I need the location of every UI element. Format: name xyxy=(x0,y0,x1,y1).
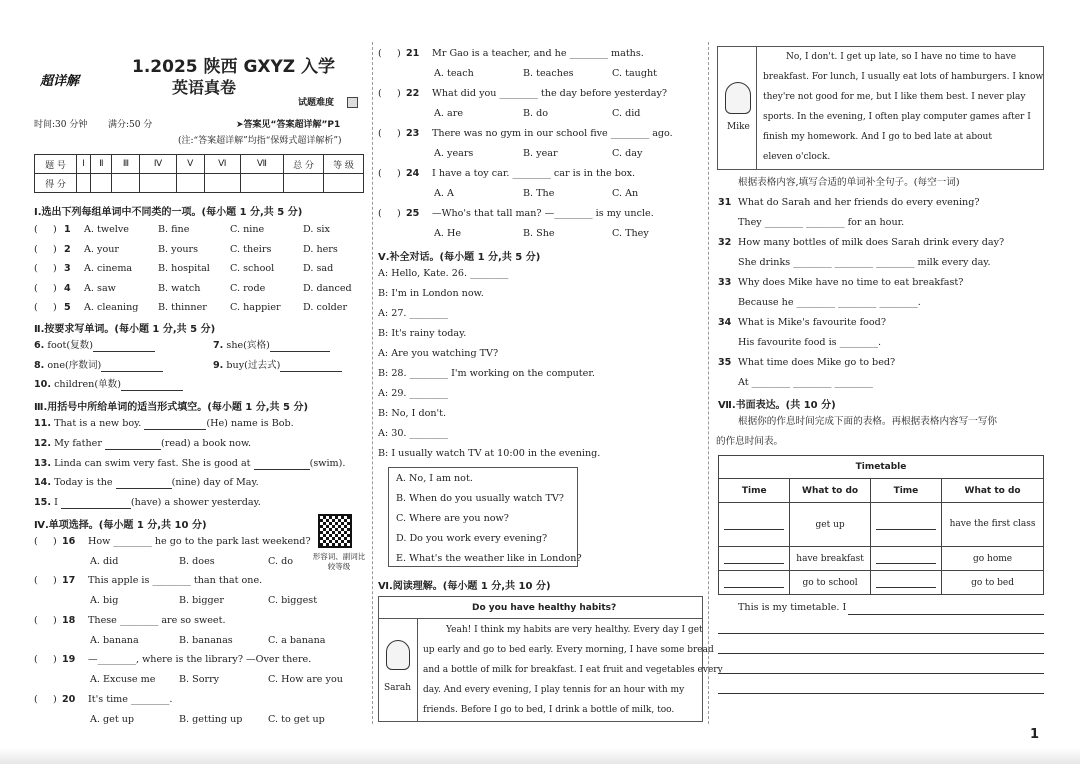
time-blank[interactable] xyxy=(870,503,941,547)
section-3-title: Ⅲ.用括号中所给单词的适当形式填空。(每小题 1 分,共 5 分) xyxy=(34,402,309,413)
page-title: 1.2025 陕西 GXYZ 入学 xyxy=(132,57,336,77)
q8: 8. one(序数词) xyxy=(34,360,163,372)
answer-blank[interactable] xyxy=(101,362,163,372)
option-a[interactable]: A. teach xyxy=(434,68,474,79)
writing-start: This is my timetable. I xyxy=(738,602,847,613)
choice-bracket[interactable]: ( ) xyxy=(378,88,401,99)
passage-line: sports. In the evening, I often play computer games after I xyxy=(763,112,1031,122)
passage-line: friends. Before I go to bed, I drink a bottle of milk, too. xyxy=(423,705,675,715)
answer-line[interactable]: Because he ________ ________ ________. xyxy=(738,297,921,308)
dialogue-option: D. Do you work every evening? xyxy=(396,533,548,544)
question-number: 35 xyxy=(718,357,732,368)
option-b[interactable]: B. do xyxy=(523,108,549,119)
reading-instruction: 根据表格内容,填写合适的单词补全句子。(每空一词) xyxy=(738,177,960,188)
question-number: 18 xyxy=(62,614,76,626)
time-blank[interactable] xyxy=(719,547,790,571)
option-c[interactable]: C. An xyxy=(612,188,639,199)
passage-line: day. And every evening, I play tennis for an hour with my xyxy=(423,685,685,695)
divider xyxy=(708,42,709,724)
score-cell[interactable] xyxy=(284,174,324,193)
option-c: C. rode xyxy=(230,282,266,294)
question-number: 5 xyxy=(64,302,71,314)
time-label: 时间:30 分钟 xyxy=(34,120,88,130)
score-cell[interactable] xyxy=(240,174,283,193)
q12: 12. My father (read) a book now. xyxy=(34,438,252,449)
divider xyxy=(372,42,373,724)
answer-blank[interactable] xyxy=(144,420,206,430)
choice-bracket[interactable]: ( ) xyxy=(34,693,57,705)
option-b: B. fine xyxy=(158,224,190,235)
score-table xyxy=(34,154,364,193)
score-head: 题 号 xyxy=(35,155,77,174)
page-bottom-shadow xyxy=(0,748,1080,764)
score-head: Ⅴ xyxy=(176,155,204,174)
option-b[interactable]: B. She xyxy=(523,228,555,239)
question-number: 23 xyxy=(406,128,420,139)
choice-bracket[interactable]: ( ) xyxy=(34,282,57,294)
option-a: A. cleaning xyxy=(84,302,139,314)
time-blank[interactable] xyxy=(870,571,941,595)
option-b: B. thinner xyxy=(158,302,207,314)
question-text: Mr Gao is a teacher, and he ________ maths. xyxy=(432,48,644,59)
option-c[interactable]: C. day xyxy=(612,148,643,159)
question-number: 17 xyxy=(62,575,76,587)
answer-line[interactable]: They ________ ________ for an hour. xyxy=(738,217,905,228)
answer-blank[interactable] xyxy=(105,440,161,450)
option-c[interactable]: C. taught xyxy=(612,68,658,79)
option-d: D. six xyxy=(303,224,330,235)
activity-cell: get up xyxy=(790,503,870,547)
section-4-title: Ⅳ.单项选择。(每小题 1 分,共 10 分) xyxy=(34,520,207,531)
choice-bracket[interactable]: ( ) xyxy=(378,168,401,179)
answer-blank[interactable] xyxy=(270,342,330,352)
answer-line[interactable]: His favourite food is ________. xyxy=(738,337,882,348)
section-5-title: Ⅴ.补全对话。(每小题 1 分,共 5 分) xyxy=(378,252,541,263)
score-head: Ⅳ xyxy=(140,155,176,174)
score-head: 总 分 xyxy=(284,155,324,174)
question-number: 21 xyxy=(406,48,420,59)
answer-blank[interactable] xyxy=(93,342,155,352)
passage-line: eleven o'clock. xyxy=(763,152,831,162)
choice-bracket[interactable]: ( ) xyxy=(34,224,57,235)
time-blank[interactable] xyxy=(719,571,790,595)
writing-instruction-1: 根据你的作息时间完成下面的表格。再根据表格内容写一写你 xyxy=(738,416,998,427)
score-label: 满分:50 分 xyxy=(108,120,153,130)
score-row-label: 得 分 xyxy=(35,174,77,193)
time-blank[interactable] xyxy=(719,503,790,547)
dialogue-option: B. When do you usually watch TV? xyxy=(396,493,564,504)
question-text: These ________ are so sweet. xyxy=(88,614,226,626)
choice-bracket[interactable]: ( ) xyxy=(378,208,401,219)
question-number: 31 xyxy=(718,197,732,208)
passage-line: Yeah! I think my habits are very healthy. Every day I get xyxy=(446,625,703,635)
q6: 6. foot(复数) xyxy=(34,340,155,352)
page-number: 1 xyxy=(1030,727,1040,742)
answer-blank[interactable] xyxy=(121,381,183,391)
option-b[interactable]: B. getting up xyxy=(179,713,243,725)
option-c: C. school xyxy=(230,263,275,275)
timetable xyxy=(718,455,1044,595)
q13: 13. Linda can swim very fast. She is good at (swim). xyxy=(34,458,346,469)
score-cell[interactable] xyxy=(91,174,112,193)
question-number: 34 xyxy=(718,317,732,328)
page-subtitle: 英语真卷 xyxy=(172,78,237,97)
timetable-header: Time xyxy=(870,479,941,503)
writing-line[interactable] xyxy=(718,693,1044,694)
sarah-avatar xyxy=(386,640,410,670)
option-c[interactable]: C. to get up xyxy=(268,713,325,725)
difficulty-label: 试题难度 xyxy=(298,98,335,108)
timetable-header: What to do xyxy=(790,479,870,503)
dialogue-line: A: Are you watching TV? xyxy=(378,348,499,359)
question-number: 24 xyxy=(406,168,420,179)
activity-cell: go to school xyxy=(790,571,870,595)
question-text: What is Mike's favourite food? xyxy=(738,317,886,328)
passage-line: breakfast. For lunch, I usually eat lots of hamburgers. I know xyxy=(763,72,1044,82)
writing-instruction-2: 的作息时间表。 xyxy=(716,436,784,447)
passage-line: No, I don't. I get up late, so I have no time to have xyxy=(786,52,1017,62)
dialogue-option: C. Where are you now? xyxy=(396,513,509,524)
writing-line[interactable] xyxy=(718,653,1044,654)
question-number: 32 xyxy=(718,237,732,248)
dialogue-line: A: Hello, Kate. 26. ________ xyxy=(378,268,509,279)
passage-line: finish my homework. And I go to bed late at about xyxy=(763,132,992,142)
question-number: 19 xyxy=(62,654,76,666)
writing-line[interactable] xyxy=(848,614,1044,615)
option-d: D. hers xyxy=(303,243,338,255)
q14: 14. Today is the (nine) day of May. xyxy=(34,477,259,488)
question-number: 16 xyxy=(62,536,76,547)
choice-bracket[interactable]: ( ) xyxy=(34,243,57,255)
question-number: 1 xyxy=(64,224,71,235)
question-number: 33 xyxy=(718,277,732,288)
section-6-title: Ⅵ.阅读理解。(每小题 1 分,共 10 分) xyxy=(378,581,551,592)
option-b: B. hospital xyxy=(158,263,210,275)
score-cell[interactable] xyxy=(324,174,364,193)
timetable-title: Timetable xyxy=(719,456,1044,479)
passage-title: Do you have healthy habits? xyxy=(472,603,617,613)
answer-ref: ➤答案见“答案超详解”P1 xyxy=(236,120,341,130)
option-a: A. twelve xyxy=(84,224,129,235)
question-number: 4 xyxy=(64,282,71,294)
option-c: C. happier xyxy=(230,302,281,314)
option-c: C. theirs xyxy=(230,243,272,255)
option-d: D. sad xyxy=(303,263,334,275)
option-a: A. cinema xyxy=(84,263,133,275)
passage-line: up early and go to bed early. Every morning, I have some bread xyxy=(423,645,714,655)
score-cell[interactable] xyxy=(77,174,91,193)
timetable-header: What to do xyxy=(942,479,1044,503)
question-number: 2 xyxy=(64,243,71,255)
dialogue-line: B: 28. ________ I'm working on the computer. xyxy=(378,368,595,379)
choice-bracket[interactable]: ( ) xyxy=(34,575,57,587)
question-text: I have a toy car. ________ car is in the box. xyxy=(432,168,636,179)
score-cell[interactable] xyxy=(140,174,176,193)
writing-line[interactable] xyxy=(718,633,1044,634)
section-2-title: Ⅱ.按要求写单词。(每小题 1 分,共 5 分) xyxy=(34,324,216,335)
answer-line[interactable]: She drinks ________ ________ ________ milk every day. xyxy=(738,257,991,268)
dialogue-line: B: No, I don't. xyxy=(378,408,447,419)
timetable-header: Time xyxy=(719,479,790,503)
choice-bracket[interactable]: ( ) xyxy=(34,614,57,626)
option-b[interactable]: B. bananas xyxy=(179,634,233,646)
q7: 7. she(宾格) xyxy=(213,340,330,352)
option-b[interactable]: B. year xyxy=(523,148,558,159)
question-text: How many bottles of milk does Sarah drink every day? xyxy=(738,237,1005,248)
option-d: D. danced xyxy=(303,282,352,294)
dialogue-option: E. What's the weather like in London? xyxy=(396,553,582,564)
choice-bracket[interactable]: ( ) xyxy=(378,48,401,59)
sarah-label: Sarah xyxy=(384,683,411,693)
answer-blank[interactable] xyxy=(61,499,131,509)
score-head: Ⅱ xyxy=(91,155,112,174)
question-number: 22 xyxy=(406,88,420,99)
option-b[interactable]: B. does xyxy=(179,556,215,567)
option-a[interactable]: A. years xyxy=(434,148,474,159)
option-b: B. yours xyxy=(158,243,199,255)
question-text: —________, where is the library? —Over there. xyxy=(88,654,312,666)
question-text: What do Sarah and her friends do every evening? xyxy=(738,197,980,208)
activity-cell: have breakfast xyxy=(790,547,870,571)
score-head: 等 级 xyxy=(324,155,364,174)
option-c[interactable]: C. biggest xyxy=(268,595,318,607)
time-blank[interactable] xyxy=(870,547,941,571)
question-text: There was no gym in our school five ________ ago. xyxy=(432,128,673,139)
answer-line[interactable]: At ________ ________ ________ xyxy=(738,377,873,388)
score-head: Ⅵ xyxy=(204,155,240,174)
qr-caption: 形容词、副词比较等级 xyxy=(312,552,366,571)
option-c[interactable]: C. a banana xyxy=(268,634,326,646)
dialogue-line: A: 29. ________ xyxy=(378,388,448,399)
option-a[interactable]: A. get up xyxy=(90,713,135,725)
answer-blank[interactable] xyxy=(280,362,342,372)
option-a[interactable]: A. big xyxy=(90,595,119,607)
q10: 10. children(单数) xyxy=(34,379,183,391)
question-number: 20 xyxy=(62,693,76,705)
option-c[interactable]: C. How are you xyxy=(268,674,343,686)
choice-bracket[interactable]: ( ) xyxy=(34,654,57,666)
score-cell[interactable] xyxy=(204,174,240,193)
dialogue-option: A. No, I am not. xyxy=(396,473,473,484)
question-text: —Who's that tall man? —________ is my uncle. xyxy=(432,208,654,219)
option-a: A. saw xyxy=(84,282,116,294)
dialogue-line: B: I usually watch TV at 10:00 in the evening. xyxy=(378,448,601,459)
option-b[interactable]: B. teaches xyxy=(523,68,574,79)
option-a[interactable]: A. Excuse me xyxy=(90,674,156,686)
question-text: Why does Mike have no time to eat breakfast? xyxy=(738,277,964,288)
section-7-title: Ⅶ.书面表达。(共 10 分) xyxy=(718,400,836,411)
option-d: D. colder xyxy=(303,302,348,314)
option-c[interactable]: C. They xyxy=(612,228,649,239)
score-head: Ⅰ xyxy=(77,155,91,174)
activity-cell: have the first class xyxy=(942,503,1044,547)
question-text: What did you ________ the day before yesterday? xyxy=(432,88,668,99)
option-a[interactable]: A. did xyxy=(90,556,119,567)
mike-avatar xyxy=(725,82,751,114)
answer-blank[interactable] xyxy=(116,479,172,489)
activity-cell: go home xyxy=(942,547,1044,571)
choice-bracket[interactable]: ( ) xyxy=(34,263,57,275)
choice-bracket[interactable]: ( ) xyxy=(34,302,57,314)
question-text: What time does Mike go to bed? xyxy=(738,357,896,368)
q15: 15. I (have) a shower yesterday. xyxy=(34,497,261,508)
answer-note: (注:“答案超详解”均指“保姆式超详解析”) xyxy=(178,136,342,146)
option-b[interactable]: B. The xyxy=(523,188,555,199)
activity-cell: go to bed xyxy=(942,571,1044,595)
score-head: Ⅶ xyxy=(240,155,283,174)
question-text: This apple is ________ than that one. xyxy=(88,575,263,587)
dialogue-line: A: 30. ________ xyxy=(378,428,448,439)
question-text: How ________ he go to the park last weekend? xyxy=(88,536,311,547)
qr-code[interactable] xyxy=(318,514,352,548)
score-head: Ⅲ xyxy=(112,155,140,174)
option-c[interactable]: C. do xyxy=(268,556,294,567)
dialogue-line: B: I'm in London now. xyxy=(378,288,484,299)
question-text: It's time ________. xyxy=(88,693,173,705)
option-a: A. your xyxy=(84,243,119,255)
section-1-title: Ⅰ.选出下列每组单词中不同类的一项。(每小题 1 分,共 5 分) xyxy=(34,207,303,218)
q11: 11. That is a new boy. (He) name is Bob. xyxy=(34,418,294,429)
option-a[interactable]: A. are xyxy=(434,108,464,119)
q9: 9. buy(过去式) xyxy=(213,360,342,372)
score-cell[interactable] xyxy=(112,174,140,193)
passage-line: and a bottle of milk for breakfast. I eat fruit and vegetables every xyxy=(423,665,723,675)
passage-line: they're not good for me, but I like them best. I never play xyxy=(763,92,1026,102)
difficulty-icon xyxy=(347,97,358,108)
choice-bracket[interactable]: ( ) xyxy=(34,536,57,547)
question-number: 3 xyxy=(64,263,71,275)
question-number: 25 xyxy=(406,208,420,219)
choice-bracket[interactable]: ( ) xyxy=(378,128,401,139)
answer-blank[interactable] xyxy=(254,460,310,470)
option-a[interactable]: A. A xyxy=(434,188,454,199)
passage-sarah-box xyxy=(378,596,703,722)
option-b: B. watch xyxy=(158,282,201,294)
option-a[interactable]: A. He xyxy=(434,228,462,239)
writing-line[interactable] xyxy=(718,673,1044,674)
option-c[interactable]: C. did xyxy=(612,108,641,119)
option-b[interactable]: B. Sorry xyxy=(179,674,220,686)
logo: 超详解 xyxy=(40,74,80,89)
mike-label: Mike xyxy=(727,122,750,132)
dialogue-line: A: 27. ________ xyxy=(378,308,448,319)
option-a[interactable]: A. banana xyxy=(90,634,139,646)
option-c: C. nine xyxy=(230,224,265,235)
option-b[interactable]: B. bigger xyxy=(179,595,224,607)
score-cell[interactable] xyxy=(176,174,204,193)
dialogue-line: B: It's rainy today. xyxy=(378,328,467,339)
